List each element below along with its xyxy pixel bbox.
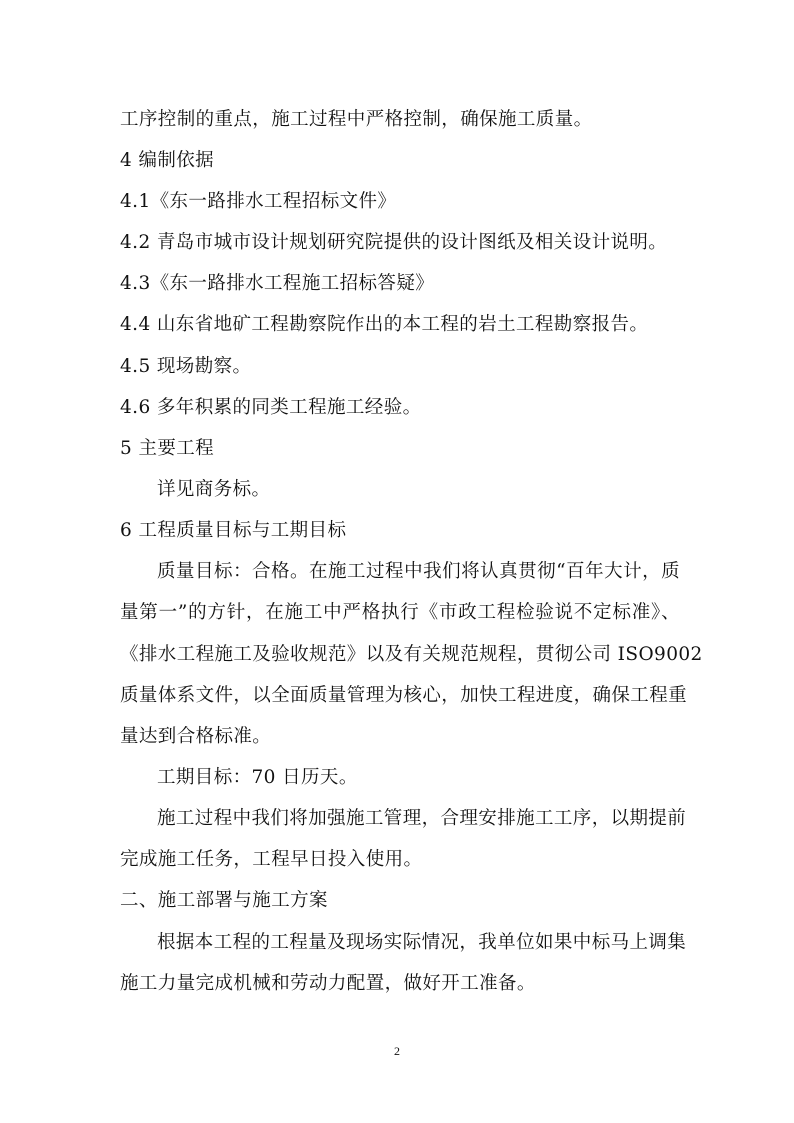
list-item: 4.1《东一路排水工程招标文件》 [120, 191, 397, 212]
list-item: 4.3《东一路排水工程施工招标答疑》 [120, 273, 435, 294]
paragraph-line: 质量体系文件，以全面质量管理为核心，加快工程进度，确保工程重 [120, 685, 688, 706]
list-item: 4.4 山东省地矿工程勘察院作出的本工程的岩土工程勘察报告。 [120, 314, 649, 335]
section-heading: 6 工程质量目标与工期目标 [120, 520, 347, 541]
paragraph-line: 量第一”的方针，在施工中严格执行《市政工程检验说不定标准》、 [120, 602, 680, 623]
paragraph-line: 施工力量完成机械和劳动力配置，做好开工准备。 [120, 973, 536, 994]
text-line: 工序控制的重点，施工过程中严格控制，确保施工质量。 [120, 109, 593, 130]
paragraph-line: 《排水工程施工及验收规范》以及有关规范规程，贯彻公司 ISO9002 [120, 644, 703, 665]
section-heading: 5 主要工程 [120, 438, 215, 459]
page-number: 2 [394, 1044, 400, 1058]
section-heading: 4 编制依据 [120, 150, 215, 171]
list-item: 4.6 多年积累的同类工程施工经验。 [120, 397, 422, 418]
paragraph-line: 量达到合格标准。 [120, 726, 272, 747]
paragraph-line: 根据本工程的工程量及现场实际情况，我单位如果中标马上调集 [157, 932, 687, 953]
paragraph-line: 质量目标：合格。在施工过程中我们将认真贯彻“百年大计，质 [157, 561, 680, 582]
list-item: 4.2 青岛市城市设计规划研究院提供的设计图纸及相关设计说明。 [120, 232, 668, 253]
paragraph-line: 详见商务标。 [157, 479, 271, 500]
list-item: 4.5 现场勘察。 [120, 356, 252, 377]
paragraph-line: 完成施工任务，工程早日投入使用。 [120, 849, 423, 870]
paragraph-line: 施工过程中我们将加强施工管理，合理安排施工工序，以期提前 [157, 808, 687, 829]
paragraph-line: 工期目标：70 日历天。 [157, 767, 358, 788]
section-heading: 二、施工部署与施工方案 [120, 890, 328, 911]
